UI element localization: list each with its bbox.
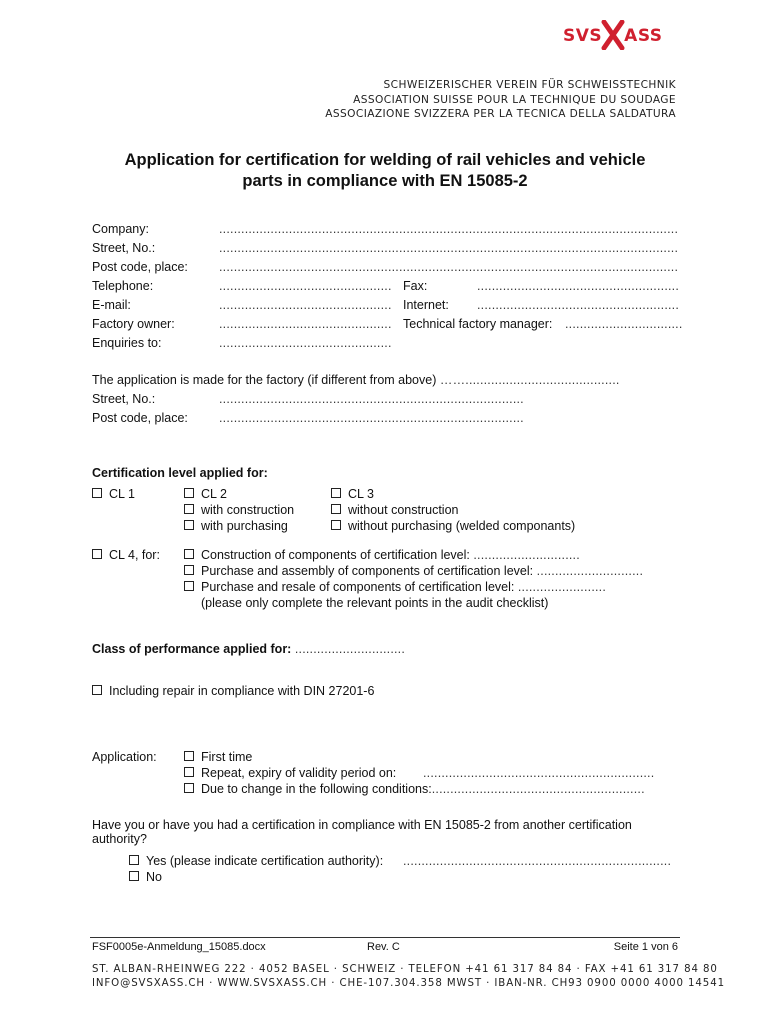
checkbox-icon xyxy=(129,871,139,881)
cl3-no-construction-label: without construction xyxy=(348,503,459,517)
checkbox-cl4-assembly[interactable] xyxy=(184,564,643,578)
label-company: Company: xyxy=(92,222,149,236)
field-cl4-resale[interactable]: ........................ xyxy=(517,580,607,594)
field-factory-postcode[interactable]: ................................................................................... xyxy=(219,411,524,425)
application-label: Application: xyxy=(92,750,157,764)
field-performance[interactable]: .............................. xyxy=(294,642,406,656)
cl4-label: CL 4, for: xyxy=(109,548,160,562)
logo-text-left: SVS xyxy=(563,26,603,46)
checkbox-icon xyxy=(331,520,341,530)
cl3-no-purchasing-label: without purchasing (welded componants) xyxy=(348,519,576,533)
association-name-fr: ASSOCIATION SUISSE POUR LA TECHNIQUE DU SOUDAGE xyxy=(353,93,676,106)
field-internet[interactable]: ....................................................... xyxy=(477,298,680,312)
cl4-assembly-label: Purchase and assembly of components of certification level: xyxy=(201,564,534,578)
checkbox-icon xyxy=(129,855,139,865)
field-street[interactable]: ............................................................................................................................. xyxy=(219,241,679,255)
association-names xyxy=(325,78,676,122)
repair-label: Including repair in compliance with DIN 27201-6 xyxy=(109,684,375,698)
title-line-2: parts in compliance with EN 15085-2 xyxy=(242,172,528,190)
label-email: E-mail: xyxy=(92,298,131,312)
question-line-2: authority? xyxy=(92,832,147,846)
checkbox-icon xyxy=(184,581,194,591)
label-fax: Fax: xyxy=(403,279,428,293)
question-line-1: Have you or have you had a certification in compliance with EN 15085-2 from another certification xyxy=(92,818,632,832)
footer-filename: FSF0005e-Anmeldung_15085.docx xyxy=(92,941,266,953)
field-telephone[interactable]: ............................................... xyxy=(219,279,392,293)
association-name-de: SCHWEIZERISCHER VEREIN FÜR SCHWEISSTECHNIK xyxy=(383,79,676,91)
cl4-note: (please only complete the relevant points in the audit checklist) xyxy=(201,596,549,610)
first-time-label: First time xyxy=(201,750,253,764)
checkbox-icon xyxy=(331,488,341,498)
footer-page: Seite 1 von 6 xyxy=(613,941,678,953)
field-cl4-assembly[interactable]: ............................. xyxy=(536,564,644,578)
checkbox-icon xyxy=(184,549,194,559)
checkbox-icon xyxy=(331,504,341,514)
checkbox-cl2-construction[interactable] xyxy=(184,503,294,517)
no-label: No xyxy=(146,870,162,884)
label-telephone: Telephone: xyxy=(92,279,154,293)
performance-row xyxy=(92,642,405,656)
checkbox-cl4-resale[interactable] xyxy=(184,580,606,594)
performance-heading: Class of performance applied for: xyxy=(92,642,292,656)
factory-intro-text: The application is made for the factory (if different from above) xyxy=(92,373,437,387)
cl3-label: CL 3 xyxy=(348,487,374,501)
checkbox-icon xyxy=(92,685,102,695)
cert-heading: Certification level applied for: xyxy=(92,466,268,480)
checkbox-icon xyxy=(184,767,194,777)
checkbox-icon xyxy=(184,488,194,498)
checkbox-icon xyxy=(92,488,102,498)
checkbox-icon xyxy=(184,783,194,793)
checkbox-icon xyxy=(184,520,194,530)
label-factory-owner: Factory owner: xyxy=(92,317,175,331)
change-label: Due to change in the following conditions: xyxy=(201,782,432,796)
checkbox-cl2-purchasing[interactable] xyxy=(184,519,288,533)
field-factory-street[interactable]: ................................................................................... xyxy=(219,392,524,406)
checkbox-cl1[interactable] xyxy=(92,487,135,501)
field-technical-manager[interactable]: ................................ xyxy=(565,317,683,331)
cl2-construction-label: with construction xyxy=(201,503,295,517)
field-enquiries[interactable]: ............................................... xyxy=(219,336,392,350)
checkbox-icon xyxy=(92,549,102,559)
field-factory-owner[interactable]: ............................................... xyxy=(219,317,392,331)
field-factory[interactable]: …….......................................... xyxy=(439,373,620,387)
checkbox-repeat[interactable] xyxy=(184,766,396,780)
label-postcode: Post code, place: xyxy=(92,260,188,274)
label-enquiries: Enquiries to: xyxy=(92,336,162,350)
checkbox-repair[interactable] xyxy=(92,684,374,698)
field-email[interactable]: ............................................... xyxy=(219,298,392,312)
checkbox-no[interactable] xyxy=(129,870,162,884)
checkbox-cl2[interactable] xyxy=(184,487,227,501)
label-technical-manager: Technical factory manager: xyxy=(403,317,553,331)
cl2-purchasing-label: with purchasing xyxy=(201,519,288,533)
cl4-resale-label: Purchase and resale of components of certification level: xyxy=(201,580,515,594)
footer-revision: Rev. C xyxy=(367,941,400,953)
field-postcode[interactable]: ............................................................................................................................. xyxy=(219,260,679,274)
cl4-construction-label: Construction of components of certification level: xyxy=(201,548,470,562)
cl1-label: CL 1 xyxy=(109,487,135,501)
label-factory-postcode: Post code, place: xyxy=(92,411,188,425)
svsxass-logo xyxy=(563,26,663,46)
footer-address-line-2: INFO@SVSXASS.CH · WWW.SVSXASS.CH · CHE-107.304.358 MWST · IBAN-NR. CH93 0900 0000 4000 14541 xyxy=(92,978,725,989)
yes-label: Yes (please indicate certification authority): xyxy=(146,854,384,868)
checkbox-cl4[interactable] xyxy=(92,548,160,562)
footer-divider xyxy=(90,937,680,938)
logo-text-right: ASS xyxy=(624,26,663,46)
field-change[interactable]: .......................................................... xyxy=(431,782,645,796)
field-authority[interactable]: ......................................................................... xyxy=(403,854,672,868)
checkbox-cl3-no-purchasing[interactable] xyxy=(331,519,575,533)
checkbox-icon xyxy=(184,751,194,761)
field-cl4-construction[interactable]: ............................. xyxy=(473,548,580,562)
checkbox-icon xyxy=(184,565,194,575)
label-internet: Internet: xyxy=(403,298,449,312)
footer-address-line-1: ST. ALBAN-RHEINWEG 222 · 4052 BASEL · SCHWEIZ · TELEFON +41 61 317 84 84 · FAX +41 61 317 84 80 xyxy=(92,964,718,975)
checkbox-cl3[interactable] xyxy=(331,487,374,501)
repeat-label: Repeat, expiry of validity period on: xyxy=(201,766,397,780)
field-company[interactable]: ............................................................................................................................. xyxy=(219,222,679,236)
field-fax[interactable]: ....................................................... xyxy=(477,279,680,293)
checkbox-yes[interactable] xyxy=(129,854,383,868)
document-title xyxy=(0,150,770,192)
checkbox-icon xyxy=(184,504,194,514)
factory-intro xyxy=(92,373,620,387)
checkbox-cl4-construction[interactable] xyxy=(184,548,580,562)
checkbox-cl3-no-construction[interactable] xyxy=(331,503,458,517)
cl2-label: CL 2 xyxy=(201,487,227,501)
field-expiry[interactable]: ............................................................... xyxy=(423,766,655,780)
logo-x-icon xyxy=(602,26,624,46)
label-factory-street: Street, No.: xyxy=(92,392,156,406)
title-line-1: Application for certification for welding of rail vehicles and vehicle xyxy=(124,151,646,169)
label-street: Street, No.: xyxy=(92,241,156,255)
checkbox-change[interactable] xyxy=(184,782,645,796)
association-name-it: ASSOCIAZIONE SVIZZERA PER LA TECNICA DELLA SALDATURA xyxy=(325,108,676,120)
checkbox-first-time[interactable] xyxy=(184,750,252,764)
